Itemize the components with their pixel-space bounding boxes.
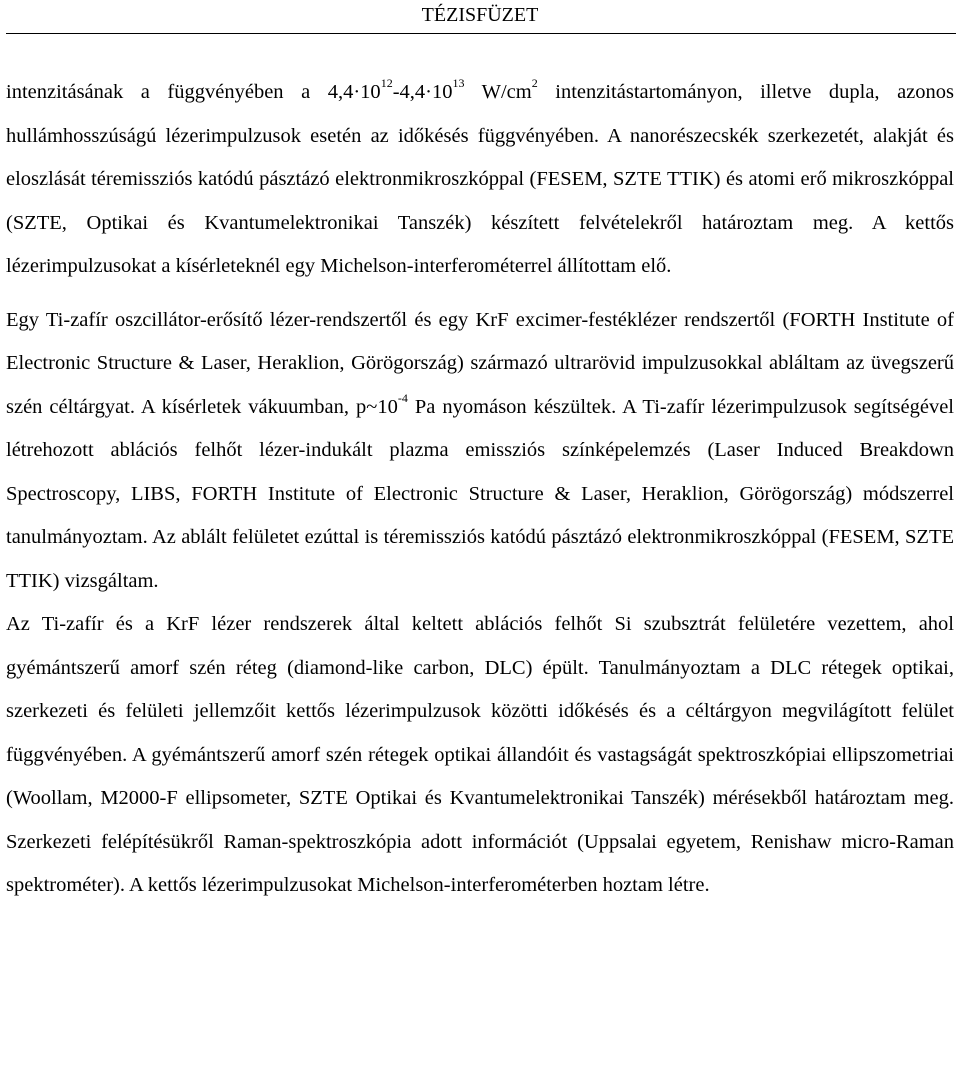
exponent-minus-4: -4: [397, 390, 408, 405]
paragraph-1-text-d: intenzitástartományon, illetve dupla, azonos hullámhosszúságú lézerimpulzusok esetén az időkésés függvényében. A nanorészecskék szerkezetét, alakját és eloszlását téremissziós katódú pásztázó elektronmikroszkóppal (FESEM, SZTE TTIK) és atomi erő mikroszkóppal (SZTE, Optikai és Kvantumelektronikai Tanszék) készített felvételekről határoztam meg. A kettős lézerimpulzusokat a kísérleteknél egy Michelson-interferométerrel állítottam elő.: [6, 81, 955, 277]
header-divider: [6, 33, 956, 34]
paragraph-2-text-b: Pa nyomáson készültek. A Ti-zafír lézerimpulzusok segítségével létrehozott ablációs felhőt lézer-indukált plazma emissziós színképelemzés (Laser Induced Breakdown Spectroscopy, LIBS, FORTH Institute of Electronic Structure & Laser, Heraklion, Görögország) módszerrel tanulmányoztam. Az ablált felületet ezúttal is téremissziós katódú pásztázó elektronmikroszkóppal (FESEM, SZTE TTIK) vizsgáltam.: [6, 395, 954, 592]
paragraph-2-text-a: Egy Ti-zafír oszcillátor-erősítő lézer-rendszertől és egy KrF excimer-festéklézer rendszertől (FORTH Institute of Electronic Structure & Laser, Heraklion, Görögország) származó ultrarövid impulzusokkal abláltam az üvegszerű szén céltárgyat. A kísérletek vákuumban, p~10: [6, 308, 954, 418]
paragraph-1-text-c: W/cm: [464, 81, 532, 103]
document-body: [6, 71, 954, 908]
paragraph-gap: [6, 289, 954, 299]
exponent-12: 12: [380, 76, 393, 91]
exponent-13: 13: [452, 76, 465, 91]
header-title: TÉZISFÜZET: [421, 4, 539, 26]
page-header: [0, 0, 960, 34]
exponent-2: 2: [531, 76, 538, 91]
paragraph-2: [6, 299, 954, 604]
paragraph-1-text-a: intenzitásának a függvényében a 4,4·10: [6, 81, 381, 103]
paragraph-1-text-b: -4,4·10: [392, 81, 453, 103]
paragraph-3-text: Az Ti-zafír és a KrF lézer rendszerek által keltett ablációs felhőt Si szubsztrát felületére vezettem, ahol gyémántszerű amorf szén réteg (diamond-like carbon, DLC) épült. Tanulmányoztam a DLC rétegek optikai, szerkezeti és felületi jellemzőit kettős lézerimpulzusok közötti időkésés és a céltárgyon megvilágított felület függvényében. A gyémántszerű amorf szén rétegek optikai állandóit és vastagságát spektroszkópiai ellipszometriai (Woollam, M2000-F ellipsometer, SZTE Optikai és Kvantumelektronikai Tanszék) mérésekből határoztam meg. Szerkezeti felépítésükről Raman-spektroszkópia adott információt (Uppsalai egyetem, Renishaw micro-Raman spektrométer). A kettős lézerimpulzusokat Michelson-interferométerben hoztam létre.: [6, 613, 954, 896]
paragraph-1: [6, 71, 954, 289]
paragraph-3: [6, 603, 954, 908]
